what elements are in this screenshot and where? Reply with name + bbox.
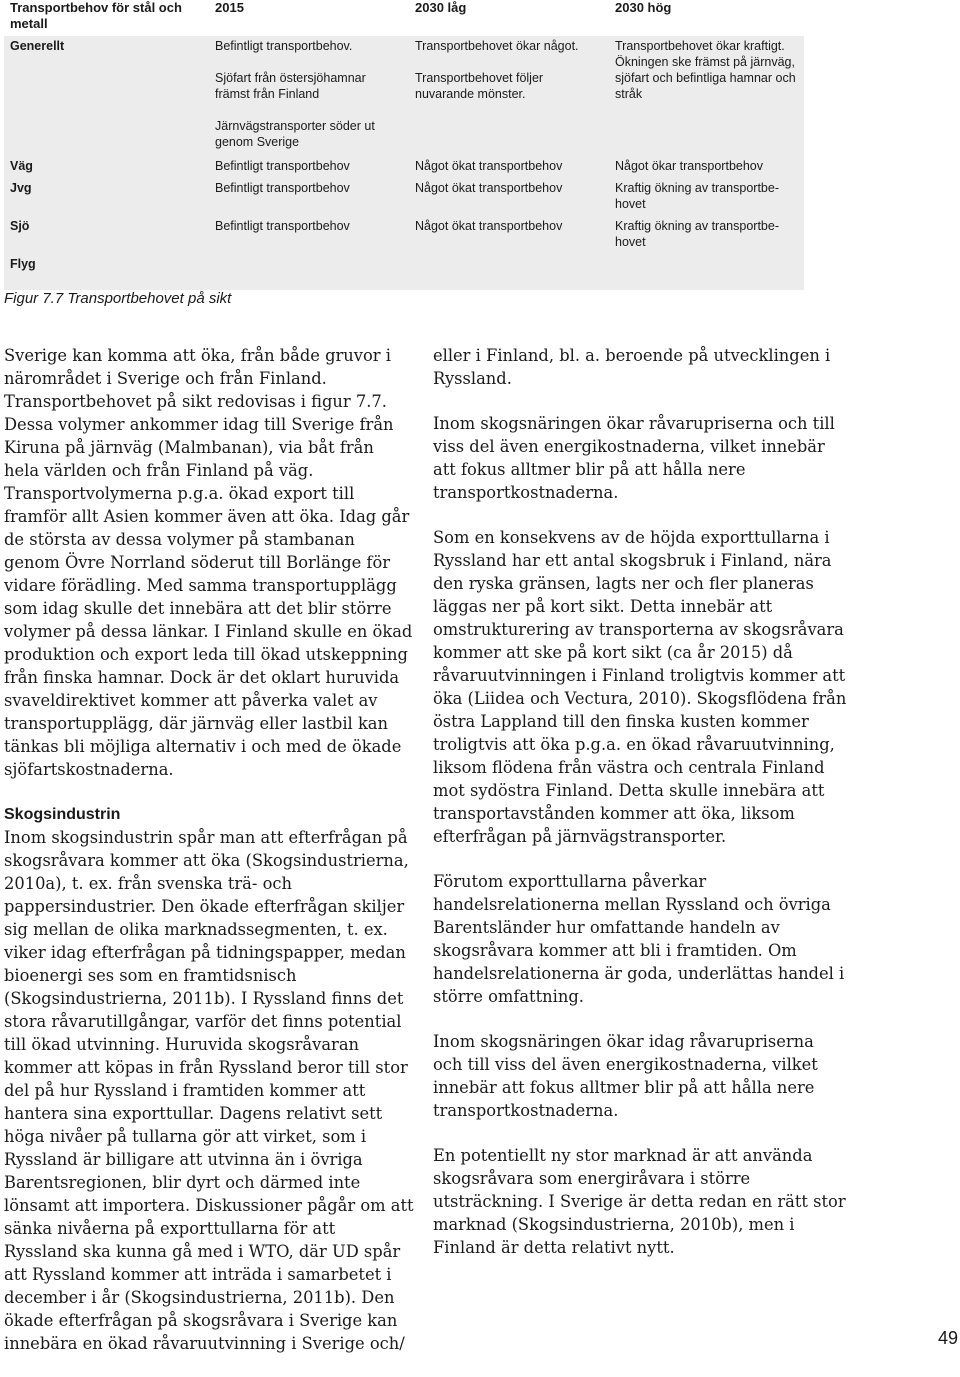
paragraph: En potentiellt ny stor marknad är att använda skogsråvara som energiråvara i större utsträckning. I Sverige är detta redan en rätt stor marknad (Skogsindustrierna, 2010b), men i Finland är detta relativt nytt. [433,1146,846,1257]
table-cell [609,38,804,158]
transport-table [4,0,804,290]
table-cell [209,38,409,158]
paragraph: Förutom exporttullarna påverkar handelsrelationerna mellan Ryssland och övriga Barentsländer hur omfattande handeln av skogsråvara kommer att bli i framtiden. Om handelsrelationerna är goda, underlättas handel i större omfattning. [433,872,845,1006]
table-cell: Befintligt transportbehov [215,181,350,195]
table-cell: Befintligt transportbehov [215,159,350,173]
text-column-right [433,344,848,1281]
table-row [4,218,804,256]
paragraph: Sverige kan komma att öka, från både gruvor i närområdet i Sverige och från Finland. Transportbehovet på sikt redovisas i figur 7.7. Dessa volymer ankommer idag till Sverige från Kiruna på järnväg (Malmbanan), via båt från hela världen och från Finland på väg. Transportvolymerna p.g.a. ökad export till framför allt Asien kommer även att öka. Idag går de största av dessa volymer på stambanan genom Övre Norrland söderut till Borlänge för vidare förädling. Med samma transportupplägg som idag skulle det innebära att det blir större volymer på dessa länkar. I Finland skulle en ökad produktion och export leda till ökad utskeppning från finska hamnar. Dock är det oklart huruvida svaveldirektivet kommer att påverka valet av transportupplägg, där järnväg eller lastbil kan tänkas bli möjliga alternativ i och med de ökade sjöfartskostnaderna. [4,346,413,779]
table-cell: Något ökat transportbehov [415,159,563,173]
table-cell [409,256,609,290]
cell-text: Sjöfart från östersjöhamnar främst från Finland [215,71,366,101]
paragraph: Inom skogsindustrin spår man att efterfrågan på skogsråvara kommer att öka (Skogsindustrierna, 2010a), t. ex. från svenska trä- och pappersindustrier. Den ökade efterfrågan skiljer sig mellan de olika marknadssegmenten, t. ex. viker idag efterfrågan på tidningspapper, medan bioenergi ses som en framtidsnisch (Skogsindustrierna, 2011b). I Ryssland finns det stora råvarutillgångar, varför det finns potential till ökad utvinning. Huruvida skogsråvaran kommer att köpas in från Ryssland beror till stor del på hur Ryssland i framtiden kommer att hantera sina exporttullar. Dagens relativt sett höga nivåer på tullarna gör att virket, som i Ryssland är billigare att utvinna än i övriga Barentsregionen, blir dyrt och därmed inte lönsamt att importera. Diskussioner pågår om att sänka nivåerna på exporttullarna för att Ryssland ska kunna gå med i WTO, där UD spår att Ryssland kommer att inträda i samarbetet i december i år (Skogsindustrierna, 2011b). Den ökade efterfrågan på skogsråvara i Sverige kan innebära en ökad råvaruutvinning i Sverige och/ [4,828,414,1353]
table-cell: Något ökat transportbehov [415,219,563,233]
page-number: 49 [937,1328,958,1348]
cell-text: Transportbehovet ökar något. [415,39,579,53]
table-cell: Något ökar transportbehov [615,159,764,173]
table-cell: Kraftig ökning av transportbe-hovet [615,219,779,249]
row-label: Generellt [10,39,65,53]
figure-caption: Figur 7.7 Transportbehovet på sikt [4,290,232,307]
row-label: Flyg [10,257,36,271]
table-row [4,180,804,218]
table-row [4,256,804,290]
table-cell [209,256,409,290]
header-cell: 2030 låg [415,0,467,15]
paragraph: eller i Finland, bl. a. beroende på utvecklingen i Ryssland. [433,346,831,388]
cell-text: Transportbehovet följer nuvarande mönster. [415,71,544,101]
paragraph: Inom skogsnäringen ökar råvarupriserna och till viss del även energikostnaderna, vilket innebär att fokus alltmer blir på att hålla nere transportkostnaderna. [433,414,835,502]
cell-text: Befintligt transportbehov. [215,39,353,53]
paragraph: Som en konsekvens av de höjda exporttullarna i Ryssland har ett antal skogsbruk i Finland, nära den ryska gränsen, lagts ner och fler planeras läggas ner på kort sikt. Detta innebär att omstrukturering av transporterna av skogsråvara kommer att ske på kort sikt (ca år 2015) då råvaruutvinningen i Finland troligtvis kommer att öka (Liidea och Vectura, 2010). Skogsflödena från östra Lappland till den finska kusten kommer troligtvis att öka p.g.a. en ökad råvaruutvinning, liksom flödena från västra och centrala Finland mot sydöstra Finland. Detta skulle innebära att transportavstånden kommer att öka, liksom efterfrågan på järnvägstransporter. [433,528,847,846]
row-label: Jvg [10,181,32,195]
header-cell: Transportbehov för stål och metall [10,0,182,31]
table-cell: Kraftig ökning av transportbe-hovet [615,181,779,211]
table-cell: Något ökat transportbehov [415,181,563,195]
table-cell: Befintligt transportbehov [215,219,350,233]
row-label: Väg [10,159,33,173]
text-column-left [4,344,414,1377]
table-row [4,36,804,158]
cell-text: Transportbehovet ökar kraftigt. Ökningen ske främst på järnväg, sjöfart och befintliga hamnar och stråk [615,39,796,101]
paragraph: Inom skogsnäringen ökar idag råvarupriserna och till viss del även energikostnaderna, vilket innebär att fokus alltmer blir på att hålla nere transportkostnaderna. [433,1032,818,1120]
table-cell [609,256,804,290]
table-header-row [4,0,804,36]
header-cell: 2015 [215,0,244,15]
table-row [4,158,804,180]
header-cell: 2030 hög [615,0,672,15]
section-heading: Skogsindustrin [4,806,121,823]
row-label: Sjö [10,219,30,233]
table-cell [409,38,609,158]
cell-text: Järnvägstransporter söder ut genom Sverige [215,119,375,149]
